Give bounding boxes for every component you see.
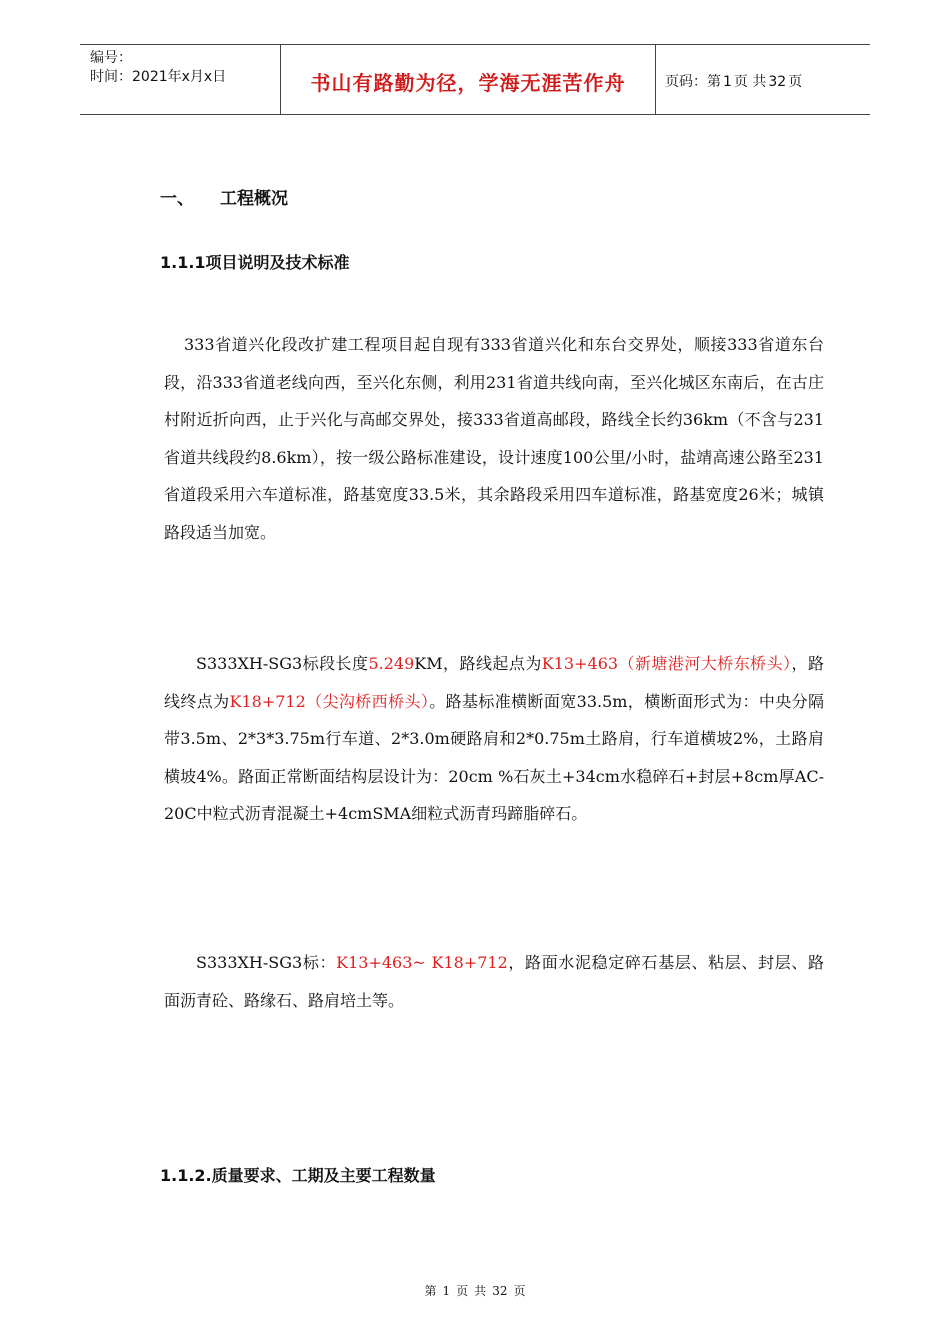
motto: 书山有路勤为径，学海无涯苦作舟 [310, 71, 626, 95]
p2-e: ，路线终点为 [164, 654, 824, 711]
p2-c: KM，路线起点为 [414, 654, 542, 673]
footer-total: 32 [492, 1284, 508, 1298]
section-title: 工程概况 [220, 189, 288, 209]
page-mid: 页 共 [733, 74, 767, 90]
page-header [80, 44, 870, 115]
p2-end-point: K18+712（尖沟桥西桥头） [229, 691, 430, 711]
p2-g: 。路基标准横断面宽33.5m，横断面形式为：中央分隔带3.5m、2*3*3.75m行车道、2*3.0m硬路肩和2*0.75m土路肩，行车道横坡2%，土路肩横坡4%。路面正常断面结构层设计为：20cm %石灰土+34cm水稳碎石+封层+8cm厚AC-20C中粒式沥青混凝土+4cmSMA细粒式沥青玛蹄脂碎石。 [164, 691, 824, 823]
page-total: 32 [768, 74, 787, 90]
p2-length: 5.249 [368, 654, 415, 673]
p2-a: S333XH-SG3标段长度 [196, 654, 369, 673]
footer-b: 页 [456, 1284, 469, 1298]
time-label: 时间：2021年x月x日 [90, 69, 227, 85]
page-label: 页码：第 [665, 74, 721, 90]
p3-c: ，路面水泥稳定碎石基层、粘层、封层、路面沥青砼、路缘石、路肩培土等。 [164, 953, 824, 1010]
page-number: 1 [723, 74, 732, 90]
footer-num: 1 [442, 1284, 451, 1298]
p3-a: S333XH-SG3标： [196, 953, 337, 972]
header-page-cell [655, 45, 870, 114]
paragraph-scope [164, 944, 824, 1019]
section-heading [160, 184, 288, 209]
header-motto-cell [280, 45, 656, 114]
header-meta-cell [80, 45, 280, 114]
page-footer [0, 1282, 950, 1299]
paragraph-section-details [164, 645, 824, 833]
subsection-heading-1: 1.1.1项目说明及技术标准 [160, 253, 350, 272]
footer-a: 第 [424, 1284, 437, 1298]
paragraph-project-description: 333省道兴化段改扩建工程项目起自现有333省道兴化和东台交界处，顺接333省道东台段，沿333省道老线向西，至兴化东侧，利用231省道共线向南，至兴化城区东南后，在古庄村附近折向西，止于兴化与高邮交界处，接333省道高邮段，路线全长约36km（不含与231省道共线段约8.6km），按一级公路标准建设，设计速度100公里/小时，盐靖高速公路至231省道段采用六车道标准，路基宽度33.5米，其余路段采用四车道标准，路基宽度26米；城镇路段适当加宽。 [164, 335, 824, 542]
code-label: 编号： [90, 50, 132, 66]
page-info [665, 71, 804, 91]
page-end: 页 [788, 74, 803, 90]
footer-c: 共 [474, 1284, 487, 1298]
footer-d: 页 [513, 1284, 526, 1298]
p3-range: K13+463~ K18+712 [336, 953, 508, 972]
section-number: 一、 [160, 189, 194, 209]
p2-start-point: K13+463（新塘港河大桥东桥头） [541, 654, 792, 673]
subsection-heading-2: 1.1.2.质量要求、工期及主要工程数量 [160, 1166, 436, 1185]
